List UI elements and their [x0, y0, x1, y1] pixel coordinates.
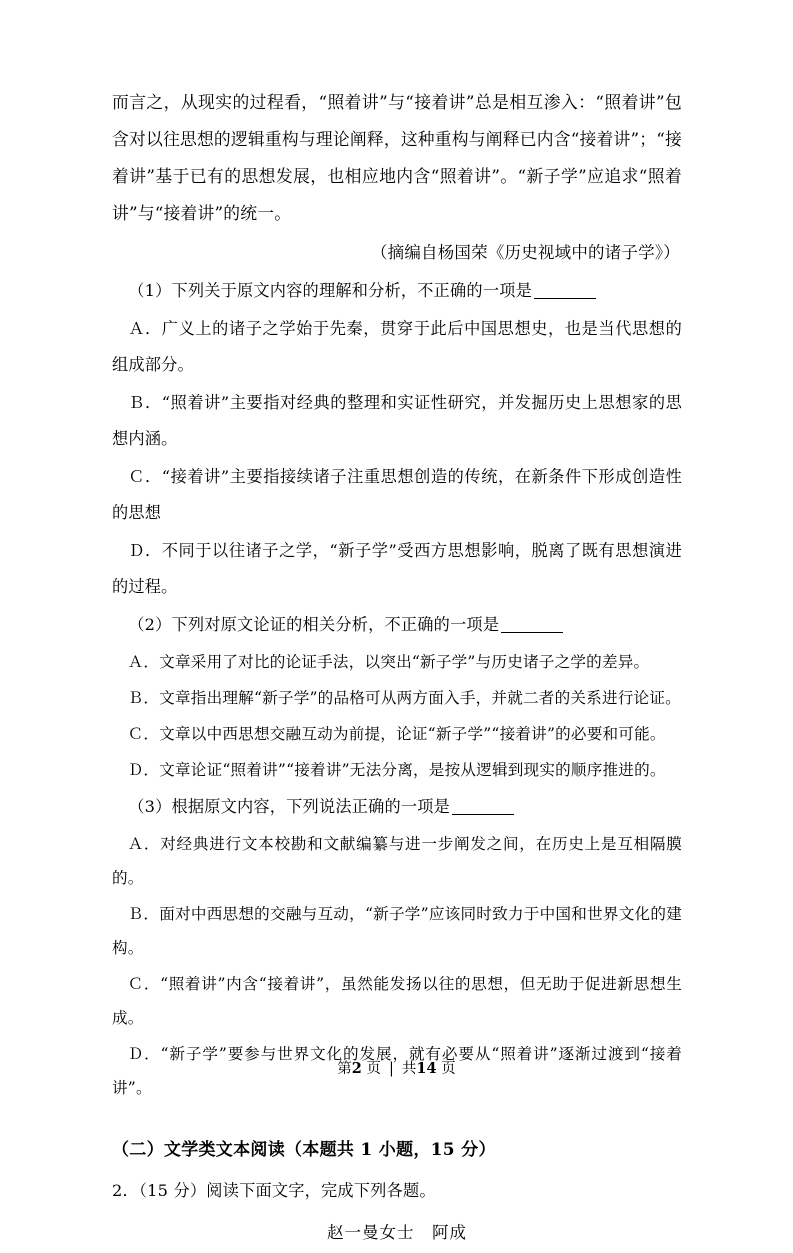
page-footer — [0, 1057, 793, 1078]
reading-passage-title: 赵一曼女士 阿成 — [327, 1223, 467, 1242]
question-2-option-c: Ｃ．文章以中西思想交融互动为前提，论证“新子学”“接着讲”的必要和可能。 — [127, 725, 666, 743]
question-2-stem-text: （2）下列对原文论证的相关分析，不正确的一项是 — [128, 615, 500, 634]
question-3-stem — [112, 789, 682, 825]
source-citation: （摘编自杨国荣《历史视域中的诸子学》） — [370, 243, 680, 262]
answer-blank — [534, 298, 596, 299]
question-2-option-b: Ｂ．文章指出理解“新子学”的品格可从两方面入手，并就二者的关系进行论证。 — [127, 689, 681, 707]
question-1-option-b: Ｂ．“照着讲”主要指对经典的整理和实证性研究，并发掘历史上思想家的思想内涵。 — [112, 393, 682, 448]
question-2-option-d: Ｄ．文章论证“照着讲”“接着讲”无法分离，是按从逻辑到现实的顺序推进的。 — [127, 761, 666, 779]
body-paragraph: 而言之，从现实的过程看，“照着讲”与“接着讲”总是相互渗入：“照着讲”包含对以往思想的逻辑重构与理论阐释，这种重构与阐释已内含“接着讲”；“接着讲”基于已有的思想发展，也相应地内含“照着讲”。“新子学”应追求“照着讲”与“接着讲”的统一。 — [112, 92, 682, 223]
answer-blank — [501, 632, 563, 633]
question-1-stem — [112, 273, 682, 309]
question-3-option-c: Ｃ．“照着讲”内含“接着讲”，虽然能发扬以往的思想，但无助于促进新思想生成。 — [112, 975, 682, 1027]
question-1-option-c: Ｃ．“接着讲”主要指接续诸子注重思想创造的传统，在新条件下形成创造性的思想 — [112, 467, 682, 522]
question-1-option-a: Ａ．广义上的诸子之学始于先秦，贯穿于此后中国思想史，也是当代思想的组成部分。 — [112, 319, 682, 374]
question-2-option-a: Ａ．文章采用了对比的论证手法，以突出“新子学”与历史诸子之学的差异。 — [127, 653, 650, 671]
question-3-option-d: Ｄ．“新子学”要参与世界文化的发展，就有必要从“照着讲”逐渐过渡到“接着讲”。 — [112, 1045, 682, 1097]
question-2-instruction: 2．（15 分）阅读下面文字，完成下列各题。 — [112, 1181, 436, 1200]
question-1-stem-text: （1）下列关于原文内容的理解和分析，不正确的一项是 — [128, 281, 532, 300]
question-3-option-b: Ｂ．面对中西思想的交融与互动，“新子学”应该同时致力于中国和世界文化的建构。 — [112, 905, 682, 957]
answer-blank — [452, 814, 514, 815]
section-heading: （二）文学类文本阅读（本题共 1 小题，15 分） — [112, 1140, 496, 1160]
footer-total-prefix: 共 — [401, 1061, 417, 1077]
question-2-stem — [112, 607, 682, 643]
question-1-option-d: Ｄ．不同于以往诸子之学，“新子学”受西方思想影响，脱离了既有思想演进的过程。 — [112, 541, 682, 596]
question-3-stem-text: （3）根据原文内容，下列说法正确的一项是 — [128, 797, 451, 816]
footer-page-label: 第 — [337, 1061, 352, 1077]
footer-page-unit: 页 — [366, 1061, 381, 1077]
question-3-option-a: Ａ．对经典进行文本校勘和文献编纂与进一步阐发之间，在历史上是互相隔膜的。 — [112, 835, 682, 887]
footer-total-unit: 页 — [441, 1061, 456, 1077]
footer-separator: | — [389, 1061, 394, 1077]
footer-page-number: 2 — [351, 1060, 362, 1077]
footer-total-pages: 14 — [416, 1060, 437, 1077]
